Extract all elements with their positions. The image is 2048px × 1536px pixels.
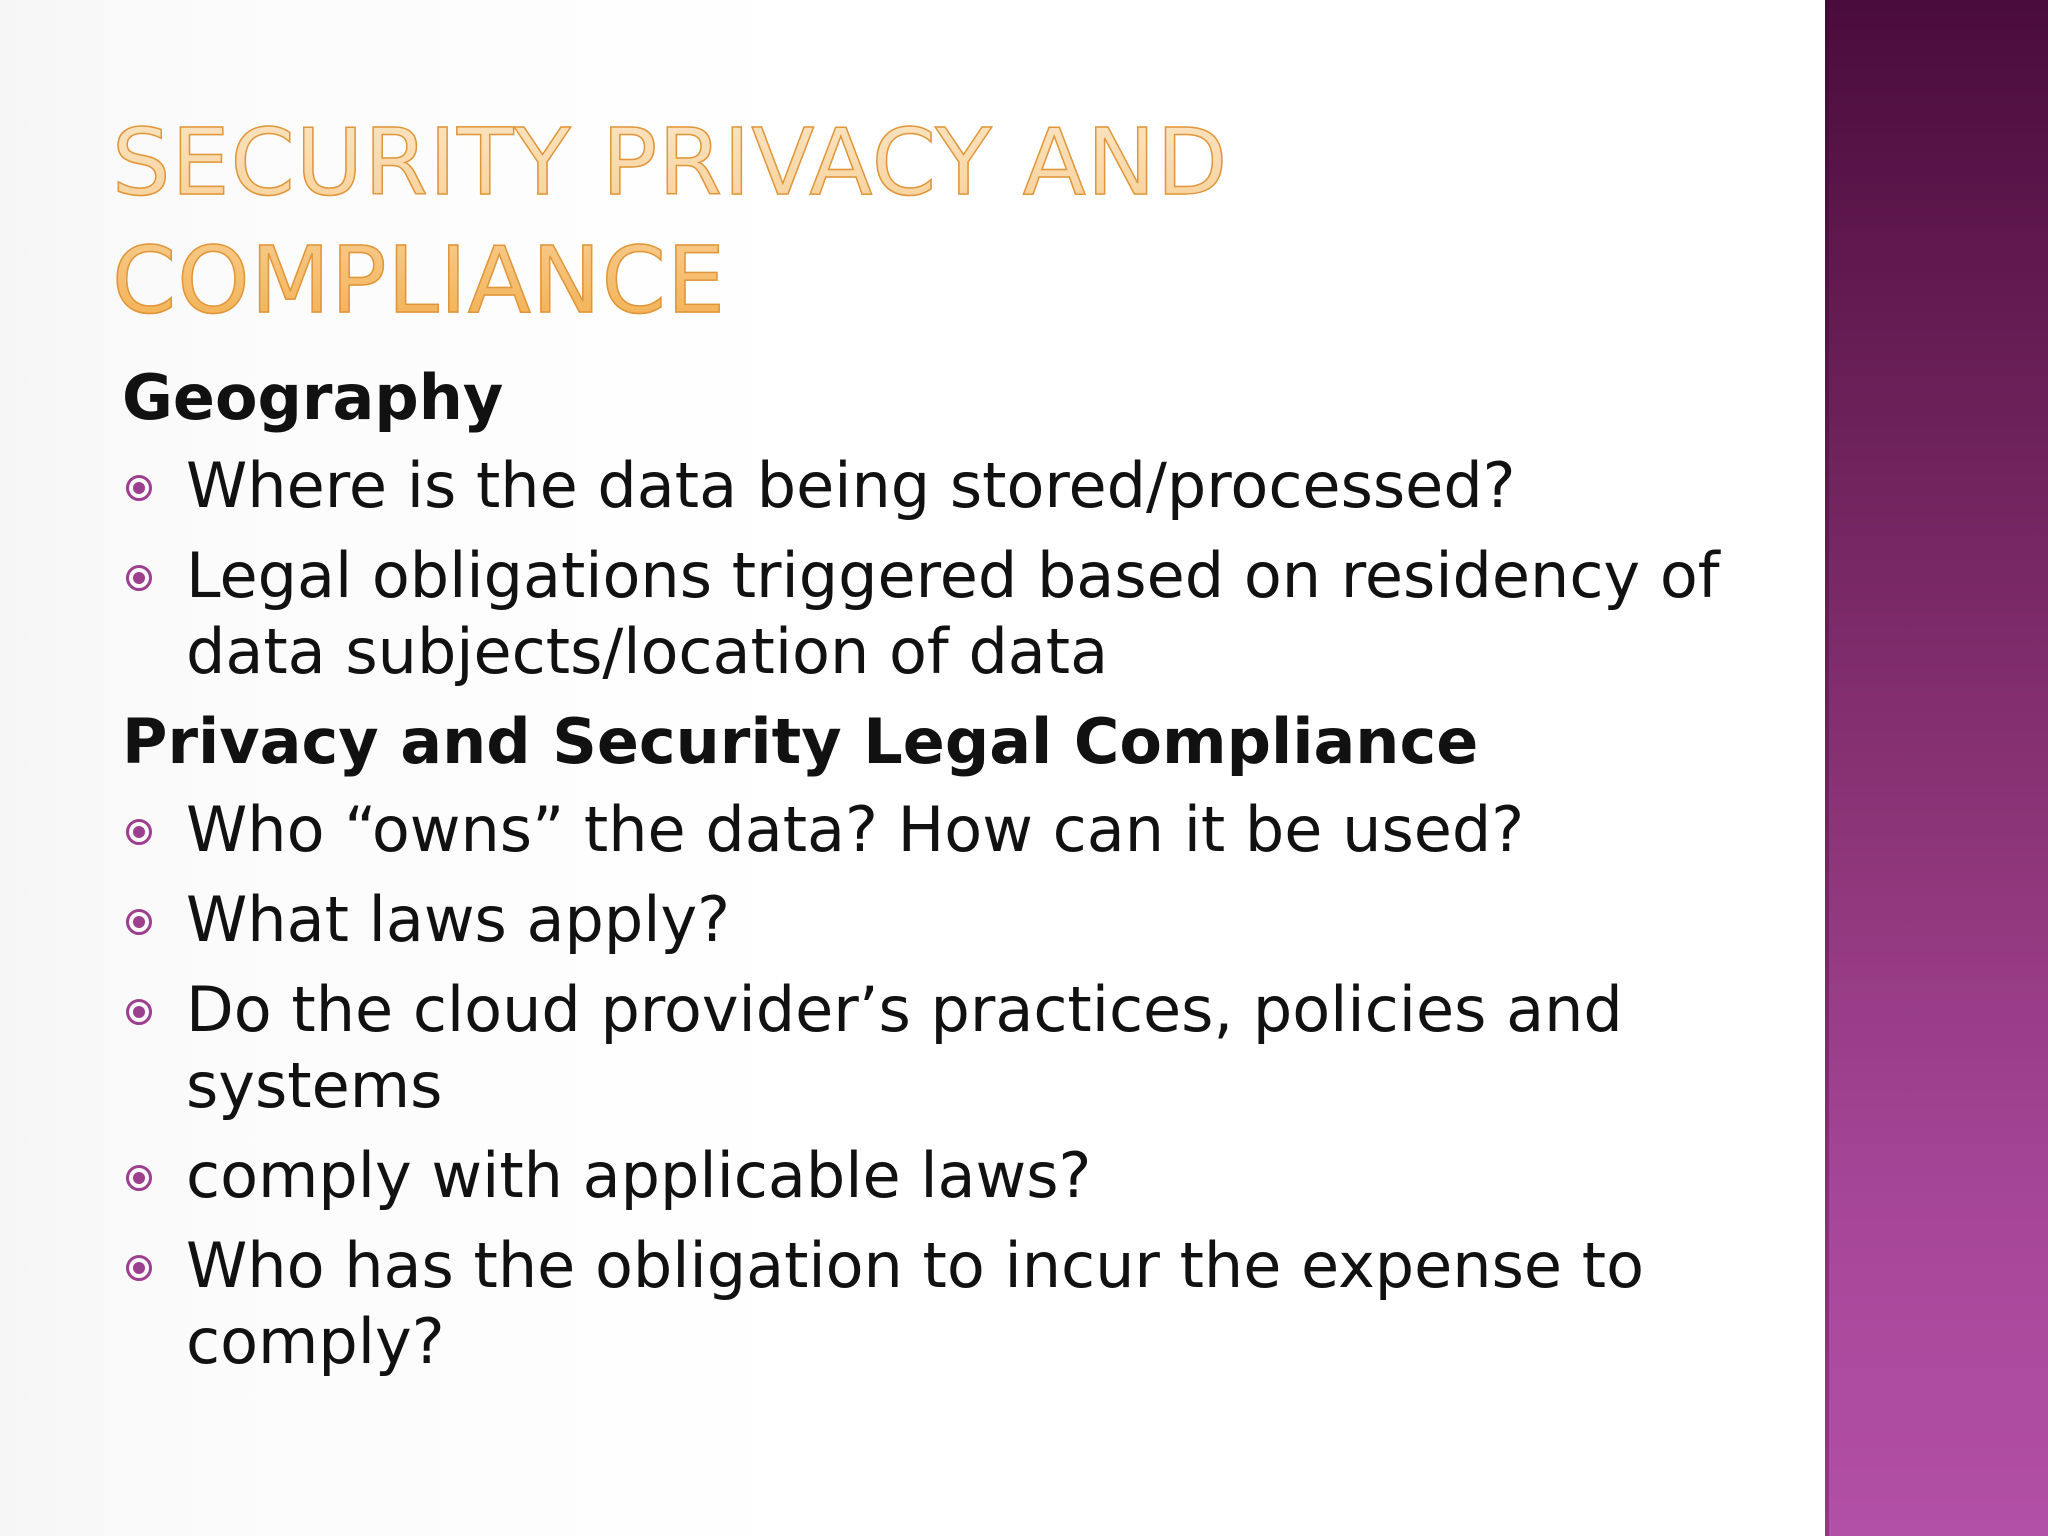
geography-bullet-list xyxy=(122,448,1762,690)
bullet-item xyxy=(122,972,1762,1124)
bullet-text: What laws apply? xyxy=(186,883,731,956)
circled-dot-icon xyxy=(126,1165,152,1191)
side-bar-edge xyxy=(1825,0,1829,1536)
section-heading-legal-compliance: Privacy and Security Legal Compliance xyxy=(122,705,1479,778)
circled-dot-icon xyxy=(126,475,152,501)
circled-dot-icon xyxy=(126,909,152,935)
slide-content xyxy=(122,360,1762,1394)
bullet-text: Legal obligations triggered based on residency of data subjects/location of data xyxy=(186,539,1720,688)
bullet-item xyxy=(122,1138,1762,1214)
bullet-text: Who has the obligation to incur the expense to comply? xyxy=(186,1229,1644,1378)
circled-dot-icon xyxy=(126,999,152,1025)
bullet-item xyxy=(122,882,1762,958)
circled-dot-icon xyxy=(126,819,152,845)
circled-dot-icon xyxy=(126,1255,152,1281)
bullet-item xyxy=(122,538,1762,690)
bullet-text: comply with applicable laws? xyxy=(186,1139,1092,1212)
bullet-text: Who “owns” the data? How can it be used? xyxy=(186,793,1525,866)
bullet-item xyxy=(122,1228,1762,1380)
section-heading-geography: Geography xyxy=(122,361,504,434)
bullet-text: Where is the data being stored/processed? xyxy=(186,449,1516,522)
slide-title: SECURITY PRIVACY AND COMPLIANCE xyxy=(112,104,1512,340)
bullet-text: Do the cloud provider’s practices, policies and systems xyxy=(186,973,1623,1122)
bullet-item xyxy=(122,792,1762,868)
decorative-side-bar xyxy=(1825,0,2048,1536)
circled-dot-icon xyxy=(126,565,152,591)
compliance-bullet-list xyxy=(122,792,1762,1380)
bullet-item xyxy=(122,448,1762,524)
